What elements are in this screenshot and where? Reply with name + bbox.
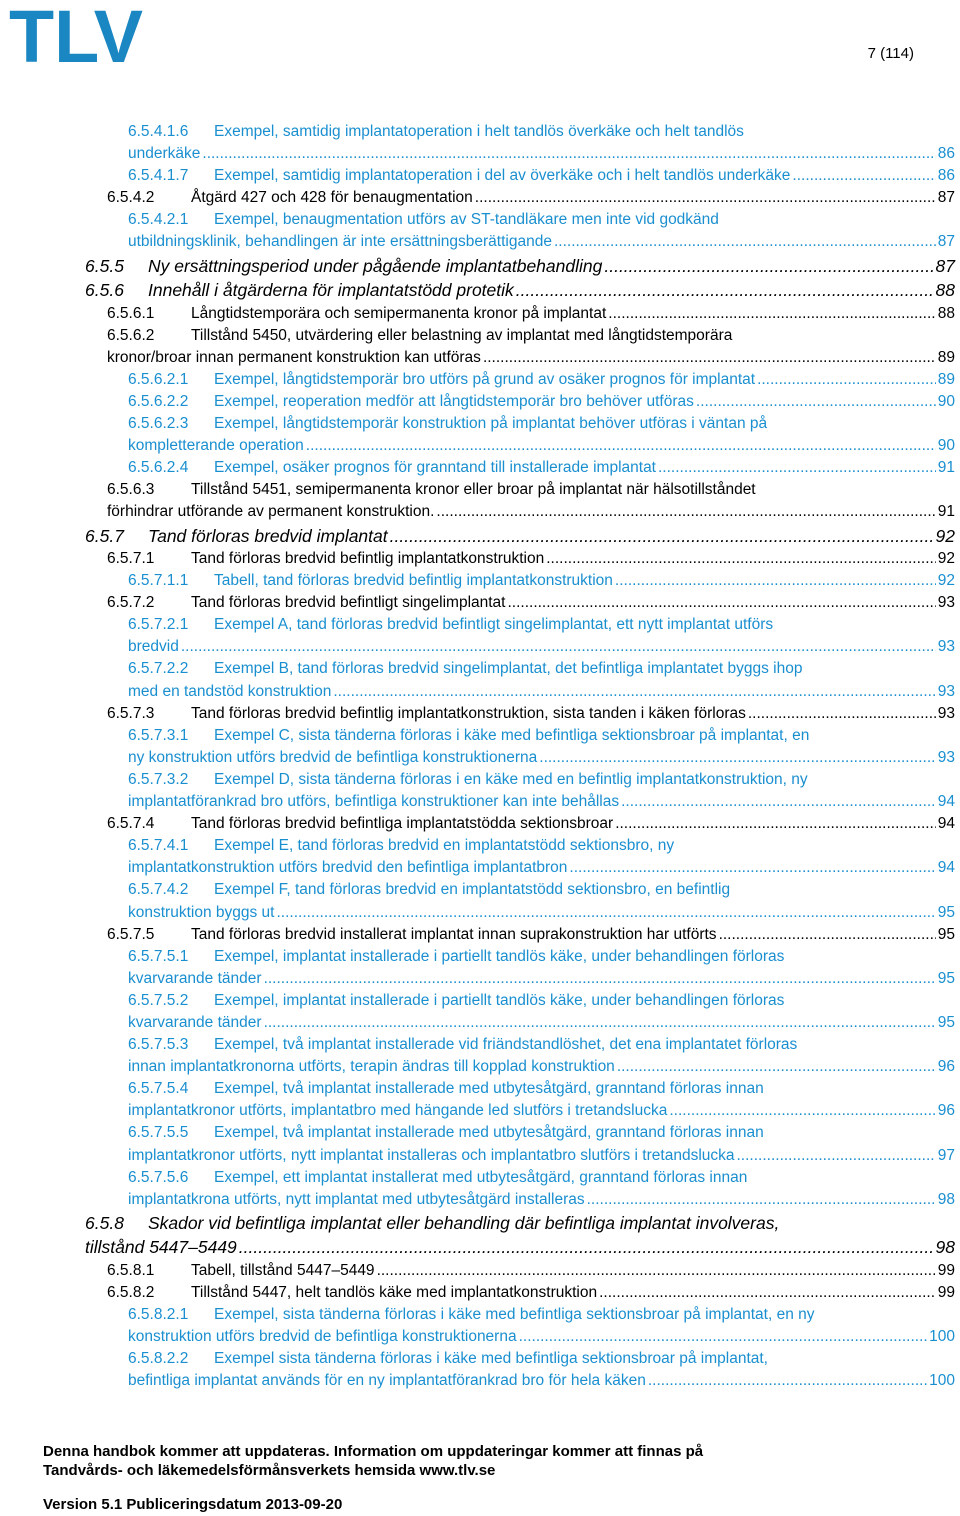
dot-leader — [519, 1326, 928, 1348]
toc-entry-title: Tand förloras bredvid befintlig implantatkonstruktion — [191, 550, 545, 567]
toc-entry-title: kronor/broar innan permanent konstruktion kan utföras — [107, 348, 481, 366]
toc-entry-number: 6.5.7.5.1 — [128, 947, 189, 965]
toc-entry-title: Skador vid befintliga implantat eller behandling där befintliga implantat involveras, — [148, 1212, 780, 1233]
toc-entry-title: konstruktion utförs bredvid de befintliga konstruktionerna — [128, 1328, 517, 1346]
toc-entry-title: Exempel, två implantat installerade med utbytesåtgärd, granntand förloras innan — [214, 1124, 764, 1142]
dot-leader — [546, 548, 936, 570]
toc-entry-page: 87 — [937, 233, 955, 251]
toc-entry-title: Exempel, två implantat installerade vid friändstandlöshet, det ena implantatet förloras — [214, 1036, 798, 1054]
toc-entry[interactable] — [84, 325, 955, 369]
update-notice-line-2: Tandvårds- och läkemedelsförmånsverkets hemsida www.tlv.se — [43, 1462, 496, 1479]
toc-entry[interactable] — [84, 769, 955, 813]
toc-entry[interactable] — [84, 1078, 955, 1122]
toc-entry-title: Exempel, osäker prognos för granntand till installerade implantat — [214, 459, 656, 477]
toc-entry[interactable] — [84, 1122, 955, 1166]
toc-entry-page: 97 — [937, 1146, 955, 1164]
toc-entry-number: 6.5.4.1.7 — [128, 167, 189, 185]
toc-entry[interactable] — [84, 479, 955, 523]
toc-entry-number: 6.5.6.2.2 — [128, 392, 189, 410]
toc-entry[interactable] — [84, 946, 955, 990]
toc-entry-title: Exempel, reoperation medför att långtidstemporär bro behöver utföras — [214, 392, 694, 410]
toc-entry-number: 6.5.4.2.1 — [128, 211, 189, 229]
toc-entry-page: 91 — [937, 503, 955, 521]
dot-leader — [333, 681, 935, 703]
toc-entry-title: implantatförankrad bro utförs, befintliga konstruktioner kan inte behållas — [128, 793, 620, 811]
toc-entry-number: 6.5.7.1.1 — [128, 572, 189, 590]
dot-leader — [621, 791, 936, 813]
toc-entry[interactable] — [84, 614, 955, 658]
toc-entry-number: 6.5.7.5.2 — [128, 991, 189, 1009]
toc-entry-title: Exempel, implantat installerade i partiellt tandlös käke, under behandlingen förloras — [214, 947, 785, 965]
dot-leader — [737, 1145, 936, 1167]
toc-entry[interactable] — [84, 592, 955, 614]
dot-leader — [792, 165, 935, 187]
toc-entry-number: 6.5.7.2.2 — [128, 660, 189, 678]
toc-entry-page: 93 — [937, 704, 955, 722]
dot-leader — [604, 254, 933, 279]
toc-entry[interactable] — [84, 1034, 955, 1078]
toc-entry-page: 88 — [935, 280, 955, 301]
toc-entry-title: Innehåll i åtgärderna för implantatstödd protetik — [148, 280, 514, 301]
toc-entry[interactable] — [84, 570, 955, 592]
dot-leader — [617, 1056, 936, 1078]
toc-entry-title: kompletterande operation — [128, 437, 304, 455]
toc-entry[interactable] — [84, 879, 955, 923]
dot-leader — [648, 1370, 927, 1392]
toc-entry-title: Tand förloras bredvid befintlig implantatkonstruktion, sista tanden i käken förloras — [191, 704, 746, 722]
toc-entry-title: Tand förloras bredvid installerat implantat innan suprakonstruktion har utförts — [191, 925, 717, 943]
toc-entry-title: förhindrar utförande av permanent konstruktion. — [107, 503, 435, 521]
toc-entry-number: 6.5.4.2 — [107, 189, 155, 207]
toc-entry[interactable] — [84, 1282, 955, 1304]
dot-leader — [748, 703, 936, 725]
toc-entry-title: Tabell, tillstånd 5447–5449 — [191, 1261, 375, 1279]
toc-entry-title: Ny ersättningsperiod under pågående implantatbehandling — [148, 255, 603, 276]
toc-entry-page: 94 — [937, 793, 955, 811]
toc-entry-title: Exempel, implantat installerade i partiellt tandlös käke, under behandlingen förloras — [214, 991, 785, 1009]
version-info: Version 5.1 Publiceringsdatum 2013-09-20 — [43, 1496, 343, 1513]
toc-entry-page: 91 — [937, 459, 955, 477]
toc-entry[interactable] — [84, 303, 955, 325]
toc-entry[interactable] — [84, 524, 955, 549]
toc-entry-title: Tand förloras bredvid implantat — [148, 525, 388, 546]
dot-leader — [436, 501, 935, 523]
toc-entry-number: 6.5.6.1 — [107, 304, 155, 322]
toc-entry-number: 6.5.6 — [85, 280, 124, 301]
toc-entry[interactable] — [84, 548, 955, 570]
tlv-logo — [9, 7, 143, 65]
dot-leader — [516, 278, 934, 303]
toc-entry[interactable] — [84, 209, 955, 253]
toc-entry-title: befintliga implantat används för en ny implantatförankrad bro för hela käken — [128, 1372, 646, 1390]
toc-entry-title: Tillstånd 5451, semipermanenta kronor eller broar på implantat när hälsotillståndet — [191, 481, 756, 499]
dot-leader — [719, 924, 936, 946]
toc-entry[interactable] — [84, 924, 955, 946]
toc-entry-title: Exempel, samtidig implantatoperation i helt tandlös överkäke och helt tandlös — [214, 123, 744, 140]
toc-entry[interactable] — [84, 990, 955, 1034]
toc-entry-title: underkäke — [128, 145, 201, 163]
toc-entry[interactable] — [84, 725, 955, 769]
dot-leader — [615, 813, 936, 835]
dot-leader — [599, 1282, 936, 1304]
toc-entry-title: Tillstånd 5450, utvärdering eller belastning av implantat med långtidstemporära — [191, 326, 733, 344]
toc-entry-title: med en tandstöd konstruktion — [128, 682, 332, 700]
toc-entry-title: Exempel E, tand förloras bredvid en implantatstödd sektionsbro, ny — [214, 837, 675, 855]
toc-entry-page: 94 — [937, 815, 955, 833]
dot-leader — [615, 570, 936, 592]
toc-entry-page: 98 — [935, 1237, 955, 1258]
toc-entry-title: utbildningsklinik, behandlingen är inte ersättningsberättigande — [128, 233, 552, 251]
toc-entry-title: Tand förloras bredvid befintligt singelimplantat — [191, 594, 506, 612]
toc-entry-number: 6.5.7.5.5 — [128, 1124, 189, 1142]
dot-leader — [554, 231, 936, 253]
toc-entry-title: implantatkronor utförts, nytt implantat installeras och implantatbro slutförs i tretandslucka — [128, 1146, 735, 1164]
toc-entry-title: Tabell, tand förloras bredvid befintlig implantatkonstruktion — [214, 572, 613, 590]
toc-entry-page: 93 — [937, 682, 955, 700]
toc-entry-number: 6.5.7.5 — [107, 925, 155, 943]
toc-entry-page: 87 — [937, 189, 955, 207]
toc-entry[interactable] — [84, 658, 955, 702]
toc-entry-number: 6.5.7.2.1 — [128, 616, 189, 634]
toc-entry-number: 6.5.7.5.6 — [128, 1168, 189, 1186]
toc-entry-title: Exempel, långtidstemporär bro utförs på grund av osäker prognos för implantat — [214, 370, 756, 388]
dot-leader — [181, 636, 936, 658]
toc-entry-page: 89 — [937, 370, 955, 388]
toc-entry-number: 6.5.7.2 — [107, 594, 155, 612]
toc-entry-page: 95 — [937, 969, 955, 987]
toc-entry-number: 6.5.7 — [85, 525, 124, 546]
toc-entry[interactable] — [84, 813, 955, 835]
toc-entry-number: 6.5.8.2 — [107, 1283, 155, 1301]
toc-entry-title: ny konstruktion utförs bredvid de befintliga konstruktionerna — [128, 748, 538, 766]
dot-leader — [757, 369, 936, 391]
toc-entry-title: innan implantatkronorna utförts, terapin ändras till kopplad konstruktion — [128, 1058, 615, 1076]
toc-entry-number: 6.5.6.3 — [107, 481, 155, 499]
toc-entry-title: Långtidstemporära och semipermanenta kronor på implantat — [191, 304, 607, 322]
toc-entry-title: Tand förloras bredvid befintliga implantatstödda sektionsbroar — [191, 815, 614, 833]
toc-entry[interactable] — [84, 1260, 955, 1282]
dot-leader — [239, 1235, 934, 1260]
toc-entry-title: bredvid — [128, 638, 179, 656]
toc-entry-number: 6.5.7.3 — [107, 704, 155, 722]
dot-leader — [202, 143, 935, 165]
toc-entry-number: 6.5.4.1.6 — [128, 123, 189, 140]
dot-leader — [507, 592, 935, 614]
dot-leader — [377, 1260, 936, 1282]
dot-leader — [608, 303, 935, 325]
toc-entry-number: 6.5.7.3.2 — [128, 770, 189, 788]
toc-entry-page: 95 — [937, 925, 955, 943]
toc-entry-number: 6.5.7.3.1 — [128, 726, 189, 744]
toc-entry[interactable] — [84, 369, 955, 391]
toc-entry-page: 92 — [937, 572, 955, 590]
toc-entry[interactable] — [84, 1348, 955, 1392]
toc-entry-number: 6.5.8.2.2 — [128, 1350, 189, 1368]
toc-entry[interactable] — [84, 703, 955, 725]
toc-entry[interactable] — [84, 391, 955, 413]
toc-entry-number: 6.5.7.4.2 — [128, 881, 189, 899]
toc-entry-number: 6.5.8.1 — [107, 1261, 155, 1279]
dot-leader — [390, 524, 934, 549]
toc-entry-page: 88 — [937, 304, 955, 322]
toc-entry-page: 86 — [937, 145, 955, 163]
toc-entry[interactable] — [84, 121, 955, 165]
dot-leader — [306, 435, 936, 457]
toc-entry[interactable] — [84, 278, 955, 303]
toc-entry-page: 90 — [937, 392, 955, 410]
toc-entry-page: 96 — [937, 1058, 955, 1076]
toc-entry-title: implantatkonstruktion utförs bredvid den befintliga implantatbron — [128, 859, 568, 877]
toc-entry-page: 93 — [937, 594, 955, 612]
toc-entry-title: Exempel F, tand förloras bredvid en implantatstödd sektionsbro, en befintlig — [214, 881, 731, 899]
dot-leader — [696, 391, 936, 413]
toc-entry-number: 6.5.7.5.4 — [128, 1080, 189, 1098]
toc-entry-title: kvarvarande tänder — [128, 1013, 262, 1031]
toc-entry-page: 99 — [937, 1283, 955, 1301]
update-notice — [43, 1442, 703, 1480]
toc-entry-title: Exempel, benaugmentation utförs av ST-tandläkare men inte vid godkänd — [214, 211, 719, 229]
toc-entry-title: tillstånd 5447–5449 — [85, 1237, 237, 1258]
toc-entry-number: 6.5.7.4 — [107, 815, 155, 833]
toc-entry-number: 6.5.8.2.1 — [128, 1306, 189, 1323]
dot-leader — [669, 1100, 935, 1122]
dot-leader — [264, 1012, 936, 1034]
dot-leader — [587, 1189, 936, 1211]
tlv-logo-text: TLV — [9, 7, 143, 65]
toc-entry-title: Exempel, ett implantat installerat med utbytesåtgärd, granntand förloras innan — [214, 1168, 748, 1186]
dot-leader — [264, 968, 936, 990]
toc-entry-page: 98 — [937, 1190, 955, 1208]
toc-entry-page: 89 — [937, 348, 955, 366]
toc-entry-page: 99 — [937, 1261, 955, 1279]
dot-leader — [658, 457, 936, 479]
toc-entry-number: 6.5.7.4.1 — [128, 837, 189, 855]
update-notice-line-1: Denna handbok kommer att uppdateras. Information om uppdateringar kommer att finnas på — [43, 1443, 704, 1460]
toc-entry-page: 95 — [937, 1013, 955, 1031]
dot-leader — [475, 187, 936, 209]
toc-entry-title: Exempel, samtidig implantatoperation i del av överkäke och i helt tandlös underkäke — [214, 167, 791, 185]
toc-entry-title: konstruktion byggs ut — [128, 903, 275, 921]
dot-leader — [276, 902, 935, 924]
toc-entry-number: 6.5.6.2 — [107, 326, 155, 344]
toc-entry[interactable] — [84, 835, 955, 879]
toc-entry-title: Exempel, långtidstemporär konstruktion på implantat behöver utföras i väntan på — [214, 415, 768, 433]
toc-entry-page: 94 — [937, 859, 955, 877]
table-of-contents — [84, 121, 955, 1392]
toc-entry-title: Exempel C, sista tänderna förloras i käke med befintliga sektionsbroar på implantat, en — [214, 726, 810, 744]
toc-entry[interactable] — [84, 1211, 955, 1260]
toc-entry-number: 6.5.5 — [85, 255, 124, 276]
page-number: 7 (114) — [867, 45, 914, 62]
toc-entry-title: Exempel sista tänderna förloras i käke med befintliga sektionsbroar på implantat, — [214, 1350, 768, 1368]
toc-entry-page: 95 — [937, 903, 955, 921]
dot-leader — [539, 747, 935, 769]
toc-entry-title: Exempel, två implantat installerade med utbytesåtgärd, granntand förloras innan — [214, 1080, 764, 1098]
toc-entry-page: 92 — [937, 550, 955, 567]
toc-entry-number: 6.5.8 — [85, 1212, 124, 1233]
dot-leader — [569, 857, 935, 879]
toc-entry[interactable] — [84, 187, 955, 209]
toc-entry-page: 90 — [937, 437, 955, 455]
toc-entry-page: 96 — [937, 1102, 955, 1120]
toc-entry-title: Exempel B, tand förloras bredvid singelimplantat, det befintliga implantatet byggs ihop — [214, 660, 803, 678]
toc-entry-title: Tillstånd 5447, helt tandlös käke med implantatkonstruktion — [191, 1283, 598, 1301]
toc-entry-number: 6.5.7.5.3 — [128, 1036, 189, 1054]
toc-entry-title: implantatkrona utförts, nytt implantat med utbytesåtgärd installeras — [128, 1190, 585, 1208]
toc-entry-title: implantatkronor utförts, implantatbro med hängande led slutförs i tretandslucka — [128, 1102, 668, 1120]
toc-entry-page: 87 — [935, 255, 955, 276]
toc-entry-page: 92 — [935, 525, 955, 546]
toc-entry-title: Åtgärd 427 och 428 för benaugmentation — [191, 189, 473, 207]
toc-entry-title: Exempel D, sista tänderna förloras i en käke med en befintlig implantatkonstruktion, ny — [214, 770, 808, 788]
dot-leader — [483, 347, 936, 369]
toc-entry[interactable] — [84, 457, 955, 479]
toc-entry[interactable] — [84, 413, 955, 457]
toc-entry-number: 6.5.7.1 — [107, 550, 155, 567]
toc-entry-title: Exempel, sista tänderna förloras i käke med befintliga sektionsbroar på implantat, en ny — [214, 1306, 815, 1323]
toc-entry[interactable] — [84, 1304, 955, 1348]
toc-entry-page: 93 — [937, 638, 955, 656]
toc-entry-title: kvarvarande tänder — [128, 969, 262, 987]
toc-entry[interactable] — [84, 254, 955, 279]
toc-entry[interactable] — [84, 1167, 955, 1211]
toc-entry-number: 6.5.6.2.3 — [128, 415, 189, 433]
toc-entry-page: 86 — [937, 167, 955, 185]
toc-entry-page: 100 — [929, 1372, 955, 1390]
toc-entry-title: Exempel A, tand förloras bredvid befintligt singelimplantat, ett nytt implantat utförs — [214, 616, 774, 634]
toc-entry-page: 100 — [929, 1328, 955, 1346]
toc-entry[interactable] — [84, 165, 955, 187]
toc-entry-page: 93 — [937, 748, 955, 766]
toc-entry-number: 6.5.6.2.4 — [128, 459, 189, 477]
toc-entry-number: 6.5.6.2.1 — [128, 370, 189, 388]
